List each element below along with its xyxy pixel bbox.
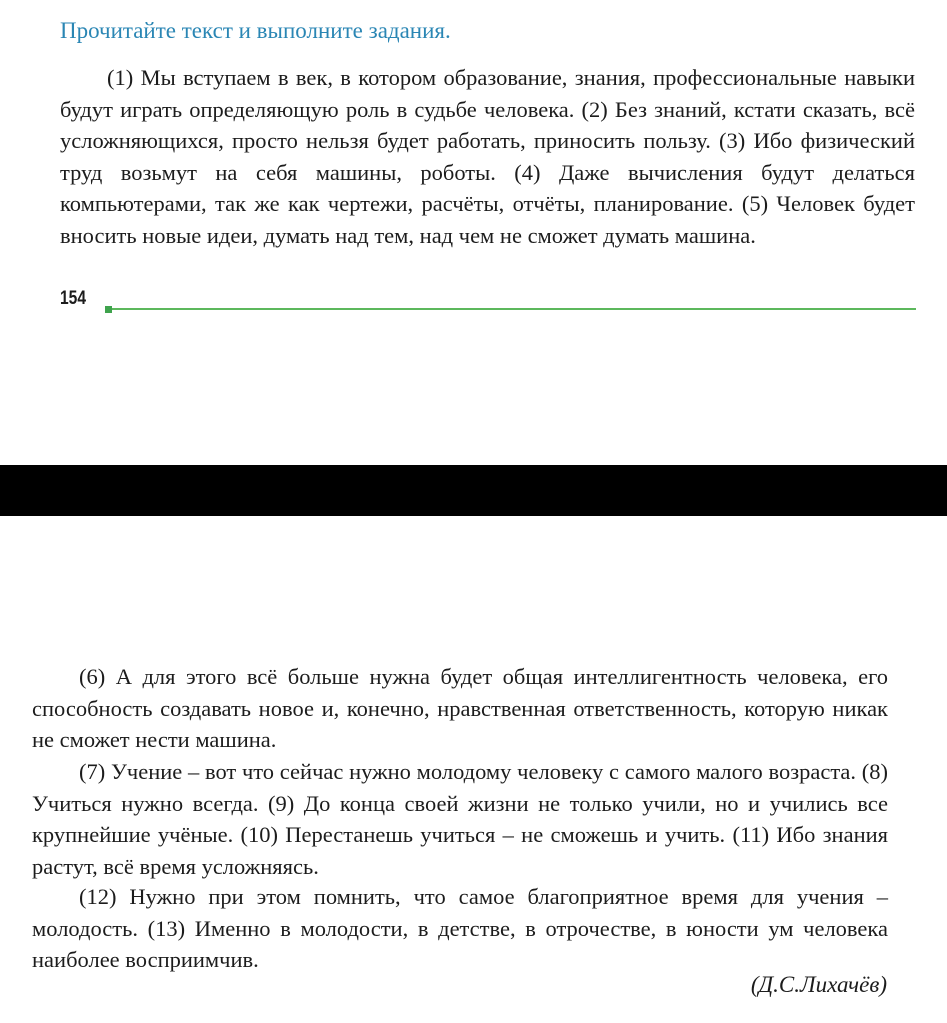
author-attribution: (Д.С.Лихачёв) bbox=[750, 972, 887, 997]
paragraph-12: (12) Нужно при этом помнить, что самое благоприятное время для учения – молодость. (13) Именно в молодости, в детстве, в отрочестве, в юности ум человека наиболее восприимчив. bbox=[32, 884, 888, 972]
paragraph-1: (1) Мы вступаем в век, в котором образование, знания, профессиональные навыки будут играть определяющую роль в судьбе человека. (2) Без знаний, кстати сказать, всё усложняющихся, просто нельзя будет работать, приносить пользу. (3) Ибо физический труд возьмут на себя машины, роботы. (4) Даже вычисления будут делаться компьютерами, так же как чертежи, расчёты, отчёты, планирование. (5) Человек будет вносить новые идеи, думать над тем, над чем не сможет думать машина. bbox=[60, 65, 915, 248]
page-number: 154 bbox=[60, 288, 86, 309]
paragraph-7: (7) Учение – вот что сейчас нужно молодому человеку с самого малого возраста. (8) Учиться нужно всегда. (9) До конца своей жизни не только учили, но и учились все крупнейшие учёные. (10) Перестанешь учиться – не сможешь и учить. (11) Ибо знания растут, всё время усложняясь. bbox=[32, 759, 888, 879]
footer-rule bbox=[108, 308, 916, 310]
footer-marker bbox=[105, 306, 112, 313]
page-separator-band bbox=[0, 465, 947, 516]
page-top bbox=[0, 0, 947, 465]
paragraph-6: (6) А для этого всё больше нужна будет общая интеллигентность человека, его способность создавать новое и, конечно, нравственная ответственность, которую никак не сможет нести машина. bbox=[32, 664, 888, 752]
instruction-heading: Прочитайте текст и выполните задания. bbox=[60, 18, 451, 43]
